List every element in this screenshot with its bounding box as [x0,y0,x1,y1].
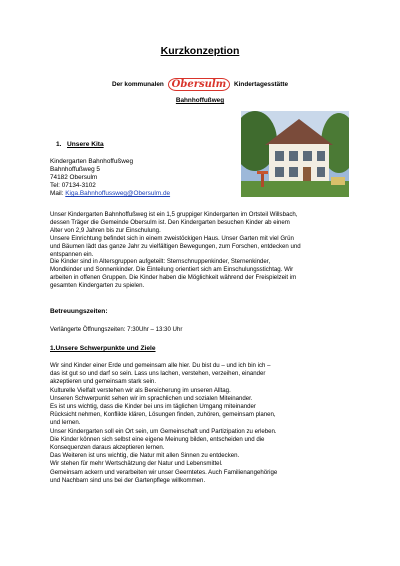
address-line: Tel: 07134-3102 [50,182,96,190]
obersulm-logo: Obersulm [168,78,231,91]
mail-line: Mail: Kiga.Bahnhoffussweg@Obersulm.de [50,190,171,198]
subtitle-row [0,78,400,91]
address-line: 74182 Obersulm [50,174,98,182]
section2-paragraph: Wir sind Kinder einer Erde und gemeinsam alle hier. Du bist du – und ich bin ich – das ist gut so und darf so sein. Lass uns lachen, verstehen, verzeihen, einander akzeptieren und gemeinsam stark sein. Kulturelle Vielfalt verstehen wir als Bereicherung im unseren Alltag. Unseren Schwerpunkt sehen wir im sprachlichen und sozialen Miteinander. Es ist uns wichtig, dass die Kinder bei uns im täglichen Umgang miteinander Rücksicht nehmen, Konflikte klären, Lösungen finden, zuhören, gemeinsam planen, und lernen. Unser Kindergarten soll ein Ort sein, um Gemeinschaft und Partizipation zu erleben. Die Kinder können sich selbst eine eigene Meinung bilden, entscheiden und die Konsequenzen daraus akzeptieren lernen. Das Weiteren ist uns wichtig, die Natur mit allen Sinnen zu entdecken. Wir stehen für mehr Wertschätzung der Natur und Lebensmittel. Gemeinsam ackern und verarbeiten wir unser Geerntetes. Auch Familienangehörige und Nachbarn sind uns bei der Gartenpflege willkommen. [50,362,278,484]
document-title: Kurzkonzeption [160,45,240,57]
section2-heading: 1.Unsere Schwerpunkte und Ziele [50,345,156,352]
subtitle-right: Kindertagesstätte [234,81,289,89]
mail-link[interactable]: Kiga.Bahnhoffussweg@Obersulm.de [65,190,171,198]
subtitle-left: Der kommunalen [111,81,164,89]
betreuung-text: Verlängerte Öffnungszeiten: 7:30Uhr – 13:30 Uhr [50,326,183,333]
kindergarten-building-photo [241,111,349,197]
address-line: Bahnhoffußweg 5 [50,166,100,174]
section1-heading: 1. Unsere Kita [56,141,104,148]
address-line: Kindergarten Bahnhoffußweg [50,158,134,165]
section1-paragraph: Unser Kindergarten Bahnhoffußweg ist ein 1,5 gruppiger Kindergarten im Ortsteil Willsbach, dessen Träger die Gemeinde Obersulm ist. Den Kindergarten besuchen Kinder ab einem Alter von 2,9 Jahren bis zur Einschulung. Unsere Einrichtung befindet sich in einem zweistöckigen Haus. Unser Garten mit viel Grün und Bäumen lädt das ganze Jahr zu vielfältigen Bewegungen, zum Forschen, entdecken und entspannen ein. Die Kinder sind in Altersgruppen aufgeteilt: Sternschnuppenkinder, Sternenkinder, Mondkinder und Sonnenkinder. Die Einteilung orientiert sich am Einschulungsstichtag. Wir arbeiten in offenen Gruppen. Die Kinder haben die Möglichkeit während der Freispielzeit im gesamten Kindergarten zu spielen. [50,211,301,290]
facility-name: Bahnhoffußweg [175,97,225,104]
address-block [50,158,170,198]
betreuung-heading: Betreuungszeiten: [50,308,108,315]
